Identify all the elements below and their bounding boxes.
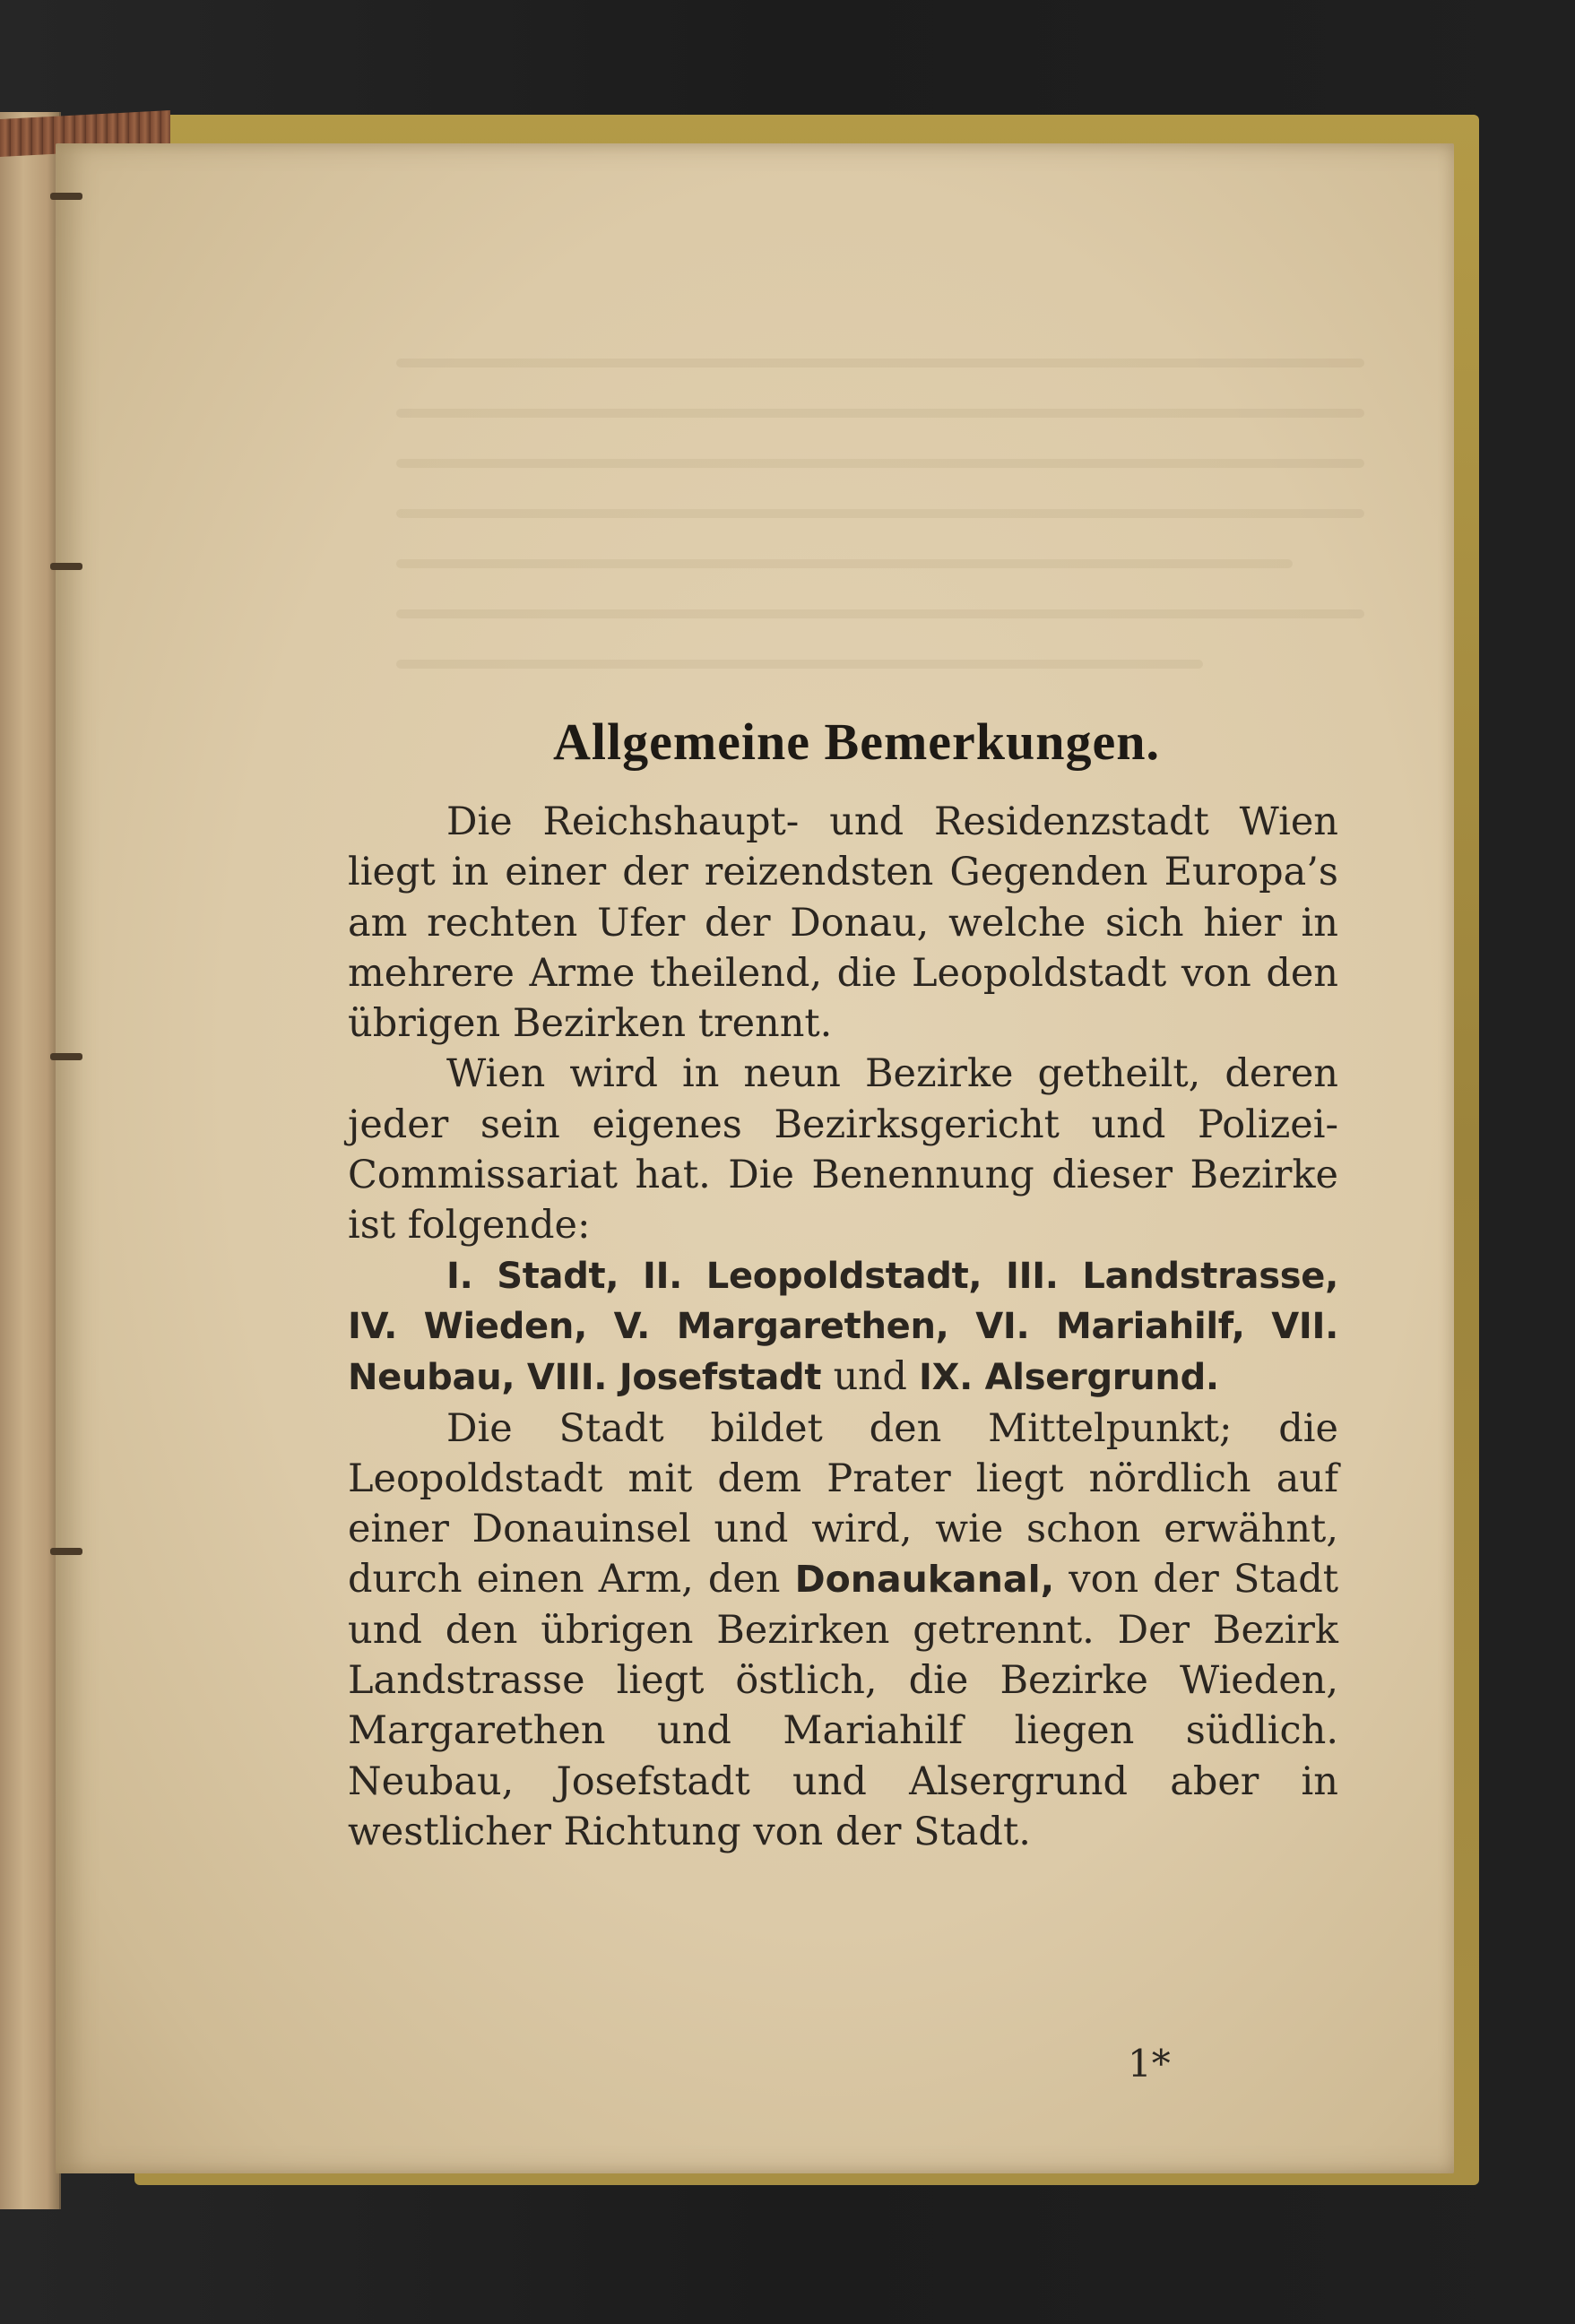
district-list-part1: I. Stadt, II. Leopoldstadt, III. Landstrasse, IV. Wieden, V. Margarethen, VI. Mariahilf, VII. Neubau, VIII. Josefstadt bbox=[348, 1255, 1338, 1399]
district-list-part2: IX. Alsergrund. bbox=[918, 1357, 1219, 1399]
paragraph-districts-intro: Wien wird in neun Bezirke getheilt, deren jeder sein eigenes Bezirksgericht und Polizei-Commissariat hat. Die Benennung dieser Bezirke ist folgende: bbox=[348, 1051, 1338, 1248]
geography-emphasis: Donaukanal, bbox=[794, 1558, 1055, 1602]
show-through-line bbox=[396, 509, 1364, 518]
show-through-line bbox=[396, 459, 1364, 468]
paragraph-geography bbox=[348, 1404, 1338, 1858]
geography-text-after: von der Stadt und den übrigen Bezirken getrennt. Der Bezirk Landstrasse liegt östlich, die Bezirke Wieden, Margarethen und Mariahilf liegen südlich. Neubau, Josefstadt und Alsergrund aber in westlicher Richtung von der Stadt. bbox=[348, 1557, 1339, 1854]
show-through-line bbox=[396, 559, 1293, 568]
paragraph-district-list bbox=[348, 1251, 1338, 1404]
text-block bbox=[348, 702, 1338, 1857]
binding-stitch bbox=[50, 563, 82, 570]
show-through-line bbox=[396, 609, 1364, 618]
show-through-line bbox=[396, 409, 1364, 418]
show-through-line bbox=[396, 359, 1364, 367]
binding-stitch bbox=[50, 193, 82, 200]
page-number: 1* bbox=[1128, 2042, 1171, 2086]
show-through-line bbox=[396, 660, 1203, 669]
district-list-connector: und bbox=[821, 1354, 919, 1400]
book-spine-edge bbox=[0, 112, 61, 2209]
binding-stitch bbox=[50, 1548, 82, 1555]
paragraph-intro: Die Reichshaupt- und Residenzstadt Wien liegt in einer der reizendsten Gegenden Europa’s am rechten Ufer der Donau, welche sich hier in mehrere Arme theilend, die Leopoldstadt von den übrigen Bezirken trennt. bbox=[348, 799, 1338, 1047]
page-heading: Allgemeine Bemerkungen. bbox=[552, 713, 1161, 771]
binding-stitch bbox=[50, 1053, 82, 1060]
geography-text-before: Die Stadt bildet den Mittelpunkt; die Leopoldstadt mit dem Prater liegt nördlich auf einer Donauinsel und wird, wie schon erwähnt, durch einen Arm, den bbox=[348, 1405, 1338, 1603]
